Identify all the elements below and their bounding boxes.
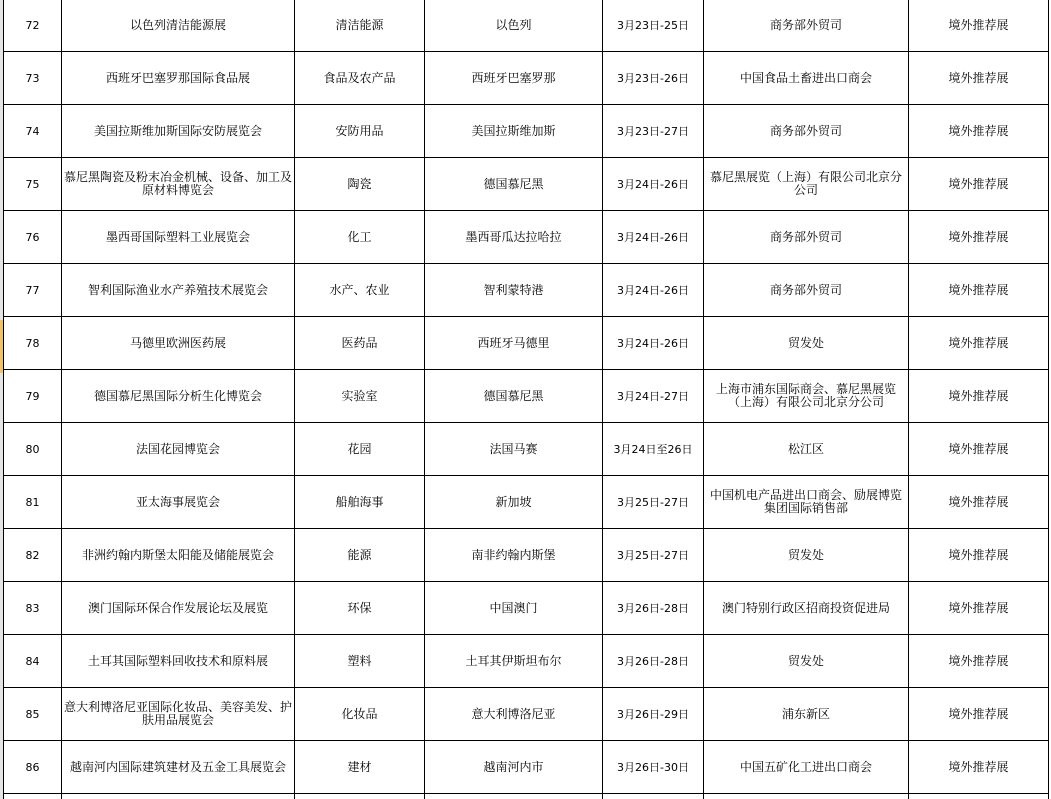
exhibition-type-cell[interactable]: 境外推荐展 [909,635,1049,688]
location-cell[interactable]: 西班牙巴塞罗那 [425,52,603,105]
date-cell[interactable]: 3月24日-26日 [603,211,704,264]
exhibition-name-cell[interactable]: 慕尼黑陶瓷及粉末冶金机械、设备、加工及原材料博览会 [62,158,295,211]
row-number-cell[interactable]: 84 [4,635,62,688]
organizer-cell[interactable]: 商务部外贸司 [704,211,909,264]
location-cell[interactable]: 德国慕尼黑 [425,158,603,211]
industry-cell[interactable]: 陶瓷 [295,158,425,211]
exhibition-type-cell[interactable]: 境外推荐展 [909,52,1049,105]
industry-cell[interactable]: 能源 [295,529,425,582]
exhibition-type-cell[interactable]: 境外推荐展 [909,105,1049,158]
date-cell[interactable]: 3月26日-28日 [603,582,704,635]
exhibition-name-cell[interactable]: 非洲约翰内斯堡太阳能及储能展览会 [62,529,295,582]
location-cell[interactable]: 南非约翰内斯堡 [425,529,603,582]
location-cell[interactable]: 智利蒙特港 [425,264,603,317]
industry-cell[interactable]: 食品及农产品 [295,52,425,105]
exhibition-name-cell[interactable]: 以色列清洁能源展 [62,0,295,52]
exhibition-type-cell[interactable]: 境外推荐展 [909,529,1049,582]
row-number-cell[interactable]: 77 [4,264,62,317]
industry-cell[interactable]: 建材 [295,741,425,794]
row-number-cell[interactable]: 76 [4,211,62,264]
date-cell[interactable]: 3月23日-27日 [603,105,704,158]
location-cell[interactable]: 法国马赛 [425,423,603,476]
date-cell[interactable]: 3月24日至26日 [603,423,704,476]
table-row [4,0,1049,52]
exhibition-name-cell[interactable]: 越南河内国际建筑建材及五金工具展览会 [62,741,295,794]
industry-cell[interactable]: 船舶海事 [295,476,425,529]
exhibition-type-cell[interactable]: 境外推荐展 [909,211,1049,264]
empty-cell [62,794,295,799]
table-row [4,317,1049,370]
industry-cell[interactable]: 环保 [295,582,425,635]
industry-cell[interactable]: 化妆品 [295,688,425,741]
organizer-cell[interactable]: 上海市浦东国际商会、慕尼黑展览（上海）有限公司北京分公司 [704,370,909,423]
exhibition-name-cell[interactable]: 亚太海事展览会 [62,476,295,529]
exhibition-type-cell[interactable]: 境外推荐展 [909,370,1049,423]
location-cell[interactable]: 意大利博洛尼亚 [425,688,603,741]
location-cell[interactable]: 西班牙马德里 [425,317,603,370]
row-number-cell[interactable]: 78 [4,317,62,370]
exhibition-name-cell[interactable]: 美国拉斯维加斯国际安防展览会 [62,105,295,158]
table-row [4,582,1049,635]
exhibition-name-cell[interactable]: 土耳其国际塑料回收技术和原料展 [62,635,295,688]
location-cell[interactable]: 以色列 [425,0,603,52]
date-cell[interactable]: 3月25日-27日 [603,476,704,529]
exhibition-type-cell[interactable]: 境外推荐展 [909,264,1049,317]
organizer-cell[interactable]: 商务部外贸司 [704,105,909,158]
organizer-cell[interactable]: 中国机电产品进出口商会、励展博览集团国际销售部 [704,476,909,529]
exhibition-name-cell[interactable]: 智利国际渔业水产养殖技术展览会 [62,264,295,317]
exhibition-table [3,0,1049,799]
date-cell[interactable]: 3月24日-26日 [603,264,704,317]
row-number-cell[interactable]: 82 [4,529,62,582]
industry-cell[interactable]: 塑料 [295,635,425,688]
organizer-cell[interactable]: 商务部外贸司 [704,264,909,317]
industry-cell[interactable]: 花园 [295,423,425,476]
row-number-cell[interactable]: 86 [4,741,62,794]
empty-cell [295,794,425,799]
exhibition-type-cell[interactable]: 境外推荐展 [909,741,1049,794]
organizer-cell[interactable]: 贸发处 [704,635,909,688]
exhibition-type-cell[interactable]: 境外推荐展 [909,0,1049,52]
organizer-cell[interactable]: 商务部外贸司 [704,0,909,52]
location-cell[interactable]: 土耳其伊斯坦布尔 [425,635,603,688]
empty-cell [603,794,704,799]
table-row [4,476,1049,529]
table-row [4,52,1049,105]
row-number-cell[interactable]: 85 [4,688,62,741]
industry-cell[interactable]: 医药品 [295,317,425,370]
row-number-cell[interactable]: 80 [4,423,62,476]
organizer-cell[interactable]: 中国食品土畜进出口商会 [704,52,909,105]
exhibition-type-cell[interactable]: 境外推荐展 [909,158,1049,211]
table-row [4,158,1049,211]
exhibition-name-cell[interactable]: 意大利博洛尼亚国际化妆品、美容美发、护肤用品展览会 [62,688,295,741]
exhibition-type-cell[interactable]: 境外推荐展 [909,476,1049,529]
row-number-cell[interactable]: 79 [4,370,62,423]
date-cell[interactable]: 3月26日-29日 [603,688,704,741]
table-row [4,211,1049,264]
empty-cell [909,794,1049,799]
exhibition-name-cell[interactable]: 马德里欧洲医药展 [62,317,295,370]
table-row [4,105,1049,158]
exhibition-type-cell[interactable]: 境外推荐展 [909,317,1049,370]
row-number-cell[interactable]: 72 [4,0,62,52]
organizer-cell[interactable]: 浦东新区 [704,688,909,741]
date-cell[interactable]: 3月26日-30日 [603,741,704,794]
industry-cell[interactable]: 水产、农业 [295,264,425,317]
date-cell[interactable]: 3月23日-25日 [603,0,704,52]
exhibition-type-cell[interactable]: 境外推荐展 [909,582,1049,635]
location-cell[interactable]: 越南河内市 [425,741,603,794]
empty-cell [704,794,909,799]
row-number-cell[interactable]: 81 [4,476,62,529]
empty-cell [4,794,62,799]
location-cell[interactable]: 墨西哥瓜达拉哈拉 [425,211,603,264]
table-row [4,264,1049,317]
row-number-cell[interactable]: 83 [4,582,62,635]
row-number-cell[interactable]: 75 [4,158,62,211]
exhibition-name-cell[interactable]: 澳门国际环保合作发展论坛及展览 [62,582,295,635]
exhibition-name-cell[interactable]: 墨西哥国际塑料工业展览会 [62,211,295,264]
organizer-cell[interactable]: 中国五矿化工进出口商会 [704,741,909,794]
date-cell[interactable]: 3月23日-26日 [603,52,704,105]
table-row [4,635,1049,688]
industry-cell[interactable]: 实验室 [295,370,425,423]
industry-cell[interactable]: 化工 [295,211,425,264]
industry-cell[interactable]: 安防用品 [295,105,425,158]
organizer-cell[interactable]: 澳门特别行政区招商投资促进局 [704,582,909,635]
date-cell[interactable]: 3月24日-26日 [603,158,704,211]
date-cell[interactable]: 3月24日-27日 [603,370,704,423]
table-row [4,529,1049,582]
date-cell[interactable]: 3月26日-28日 [603,635,704,688]
organizer-cell[interactable]: 贸发处 [704,317,909,370]
table-row [4,423,1049,476]
table-body [4,0,1049,799]
exhibition-name-cell[interactable]: 法国花园博览会 [62,423,295,476]
row-number-cell[interactable]: 73 [4,52,62,105]
organizer-cell[interactable]: 慕尼黑展览（上海）有限公司北京分公司 [704,158,909,211]
industry-cell[interactable]: 清洁能源 [295,0,425,52]
table-row [4,741,1049,794]
organizer-cell[interactable]: 贸发处 [704,529,909,582]
organizer-cell[interactable]: 松江区 [704,423,909,476]
exhibition-name-cell[interactable]: 德国慕尼黑国际分析生化博览会 [62,370,295,423]
exhibition-type-cell[interactable]: 境外推荐展 [909,688,1049,741]
location-cell[interactable]: 中国澳门 [425,582,603,635]
date-cell[interactable]: 3月24日-26日 [603,317,704,370]
location-cell[interactable]: 德国慕尼黑 [425,370,603,423]
exhibition-type-cell[interactable]: 境外推荐展 [909,423,1049,476]
row-number-cell[interactable]: 74 [4,105,62,158]
table-row [4,370,1049,423]
date-cell[interactable]: 3月25日-27日 [603,529,704,582]
empty-cell [425,794,603,799]
location-cell[interactable]: 美国拉斯维加斯 [425,105,603,158]
location-cell[interactable]: 新加坡 [425,476,603,529]
table-row-partial [4,794,1049,799]
table-row [4,688,1049,741]
exhibition-name-cell[interactable]: 西班牙巴塞罗那国际食品展 [62,52,295,105]
